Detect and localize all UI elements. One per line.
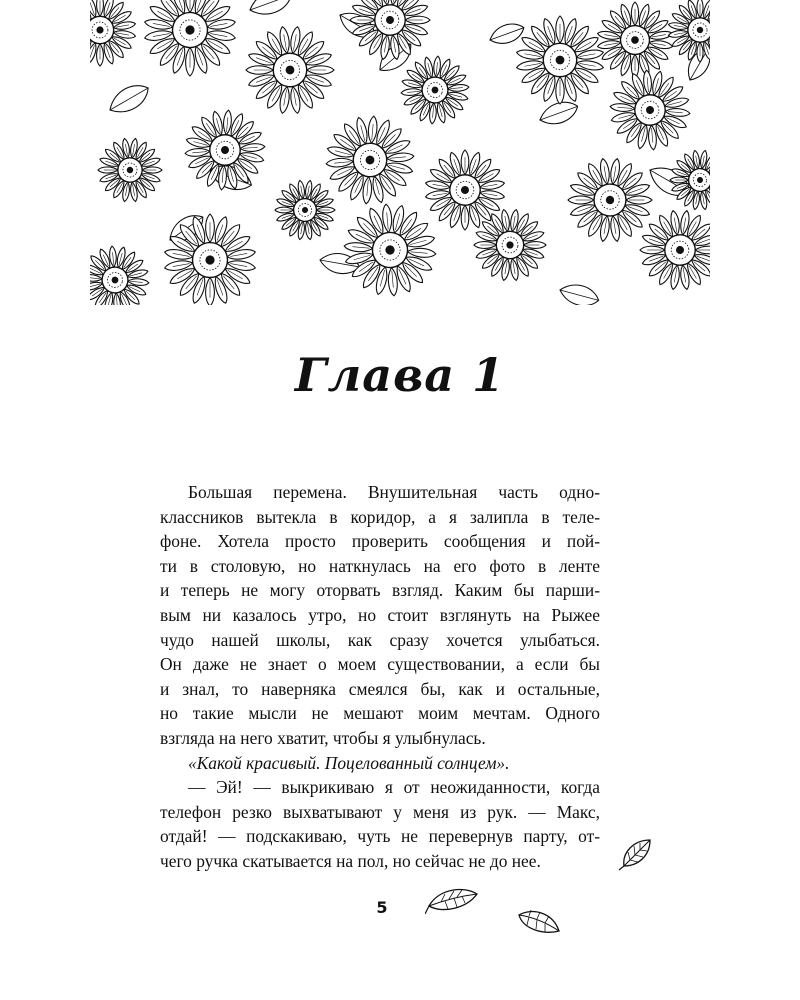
sunflower-icon <box>561 151 658 248</box>
sunflower-icon <box>131 0 249 89</box>
sunflower-icon <box>239 19 341 121</box>
text-line: чудо нашей школы, как сразу хочется улыбаться. <box>160 629 600 650</box>
quote-text: «Какой красивый. Поцелованный солнцем». <box>188 752 510 773</box>
sunflower-icon <box>468 203 552 286</box>
text-line: вым ни казалось утро, но стоит взглянуть на Рыжее <box>160 604 600 625</box>
sunflower-icon <box>665 145 710 215</box>
text-line: и теперь не могу оторвать взгляд. Каким бы парши- <box>160 580 600 601</box>
leaf-icon <box>557 281 601 305</box>
text-line: но такие мысли не мешают моим мечтам. Одного <box>160 703 600 724</box>
sunflower-pattern-illustration <box>90 0 710 305</box>
sunflower-icon <box>322 112 417 207</box>
sunflower-icon <box>334 194 447 305</box>
leaf-icon <box>105 79 154 120</box>
sunflower-icon <box>176 101 274 199</box>
text-line: Большая перемена. Внушительная часть одно- <box>188 482 600 502</box>
text-line: Он даже не знает о моем существовании, а если бы <box>160 654 600 675</box>
text-line: взгляда на него хватит, чтобы я улыбнулась. <box>160 727 486 748</box>
leaf-icon <box>618 836 654 872</box>
text-line: ти в столовую, но наткнулась на его фото в ленте <box>160 555 600 576</box>
sunflower-icon <box>90 238 157 305</box>
sunflower-icon <box>90 0 136 66</box>
leaf-icon <box>425 884 481 918</box>
sunflower-icon <box>516 16 604 104</box>
leaf-icon <box>487 19 527 48</box>
text-line: фоне. Хотела просто проверить сообщения и пой- <box>160 531 600 552</box>
text-line: отдай! — подскакиваю, чуть не перевернув парту, от- <box>160 826 600 847</box>
leaf-icon <box>246 0 295 20</box>
sunflower-banner <box>90 0 710 305</box>
leaf-icon <box>515 905 563 939</box>
chapter-title: Глава 1 <box>294 348 506 402</box>
text-line: телефон резко выхватывают у меня из рук. — Макс, <box>160 801 600 822</box>
body-text <box>160 480 600 874</box>
sunflower-icon <box>90 126 174 213</box>
sunflower-icon <box>597 57 703 163</box>
text-line: чего ручка скатывается на пол, но сейчас не до нее. <box>160 850 541 871</box>
sunflower-icon <box>264 169 346 251</box>
page-number: 5 <box>376 898 388 917</box>
text-line-italic <box>160 751 600 776</box>
text-line: и знал, то наверняка смеялся бы, как и остальные, <box>160 678 600 699</box>
text-line: классников вытекла в коридор, а я залипла в теле- <box>160 506 600 527</box>
sunflower-icon <box>634 204 710 297</box>
text-line: — Эй! — выкрикиваю я от неожиданности, когда <box>188 777 600 798</box>
